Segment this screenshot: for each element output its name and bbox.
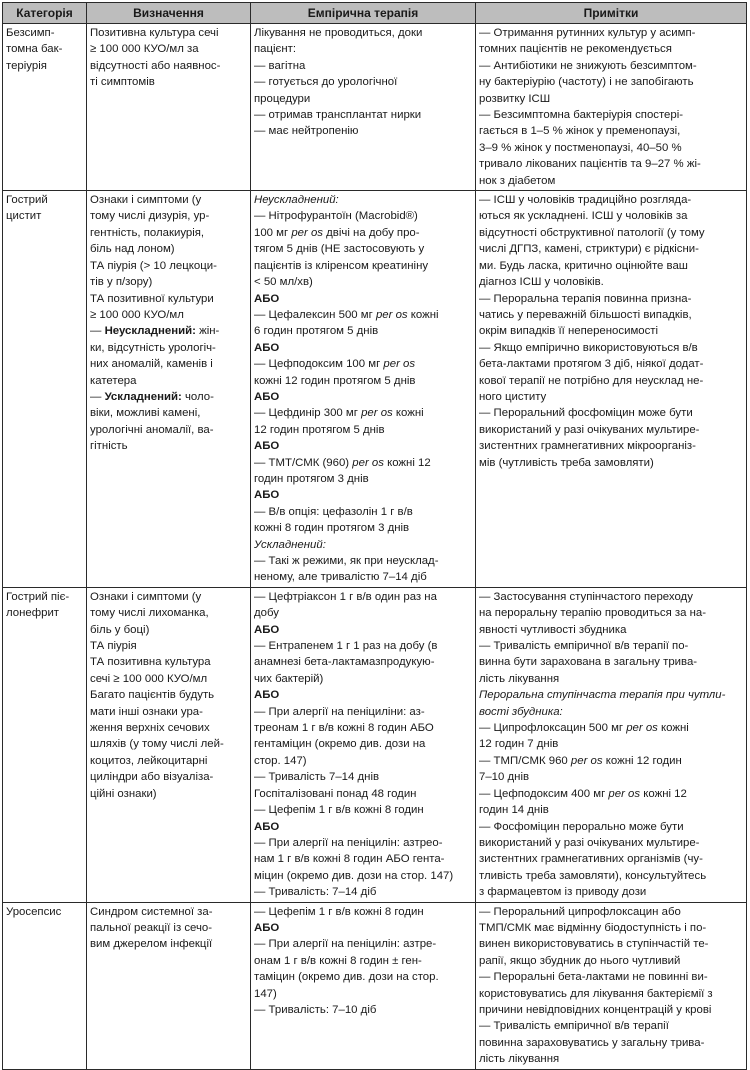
definition-cell (87, 24, 251, 191)
therapy-cell (251, 191, 476, 588)
text-line: лість лікування (479, 1053, 560, 1066)
definition-cell (87, 587, 251, 902)
text-line: повинна зараховуватись у загальну трива- (479, 1036, 705, 1049)
header-definition: Визначення (87, 3, 251, 24)
text-line: — Пероральний ципрофлоксацин або (479, 905, 681, 918)
therapy-cell (251, 24, 476, 191)
text-line: Безсимп- (6, 27, 55, 39)
text-line: томна бак- (6, 43, 63, 56)
text-line: чатись у переважній більшості випадків, (479, 308, 692, 321)
text-line: — готується до урологічної (254, 76, 398, 89)
text-line: — Ципрофлоксацин 500 мг per os кожні (479, 722, 689, 735)
text-line: гітність (90, 440, 128, 453)
table-row (3, 587, 747, 902)
text-line: нам 1 г в/в кожні 8 годин АБО гента- (254, 853, 445, 866)
category-cell (3, 191, 87, 588)
text-line: Гострий піє- (6, 590, 70, 603)
text-line: ми. Будь ласка, критично оцінюйте ваш (479, 259, 688, 272)
therapy-cell (251, 587, 476, 902)
text-line: — Ентрапенем 1 г 1 раз на добу (в (254, 640, 438, 653)
text-line: пальної реакції із сечо- (90, 921, 213, 934)
text-line: АБО (254, 623, 280, 636)
text-line: окрім випадків її непереносимості (479, 325, 659, 338)
text-line: Багато пацієнтів будуть (90, 689, 215, 702)
category-cell (3, 902, 87, 1069)
text-line: бета-лактами протягом 3 діб, ніякої додат- (479, 358, 704, 371)
text-line: — Нітрофурантоїн (Macrobid®) (254, 210, 418, 223)
table-header-row (3, 3, 747, 24)
text-line: діагноз ІСШ у чоловіків. (479, 276, 604, 289)
text-line: — При алергії на пеніцилін: азтрео- (254, 836, 443, 849)
text-line: Уросепсис (6, 905, 62, 918)
text-line: числі ДГПЗ, камені, стриктури) є рідкісни- (479, 243, 699, 256)
text-line: 147) (254, 987, 277, 1000)
text-line: — Тривалість 7–14 днів (254, 771, 380, 784)
text-line: — При алергії на пеніцилін: азтре- (254, 938, 437, 951)
notes-cell (476, 191, 747, 588)
definition-cell (87, 191, 251, 588)
text-line: — Цефепім 1 г в/в кожні 8 годин (254, 804, 424, 817)
text-line: сечі ≥ 100 000 КУО/мл (90, 672, 208, 685)
text-line: циліндри або візуаліза- (90, 771, 214, 784)
text-line: неному, але тривалістю 7–14 діб (254, 571, 427, 584)
text-line: біль у боці) (90, 623, 150, 636)
text-line: лість лікування (479, 672, 560, 685)
text-line: ки, відсутність урологіч- (90, 341, 216, 354)
text-line: ТА піурія (90, 640, 137, 653)
text-line: коцитоз, лейкоцитарні (90, 754, 208, 767)
text-line: — Пероральна терапія повинна призна- (479, 292, 692, 305)
text-line: добу (254, 607, 279, 620)
text-line: АБО (254, 341, 280, 354)
text-line: — Неускладнений: жін- (90, 325, 220, 338)
text-line: АБО (254, 489, 280, 502)
text-line: тягом 5 днів (НЕ застосовують у (254, 243, 425, 256)
text-line: винна бути зарахована в загальну трива- (479, 656, 698, 669)
text-line: 12 годин 7 днів (479, 738, 559, 751)
definition-cell (87, 902, 251, 1069)
therapy-cell (251, 902, 476, 1069)
text-line: — отримав трансплантат нирки (254, 109, 422, 122)
text-line: Ознаки і симптоми (у (90, 590, 202, 603)
text-line: годин 14 днів (479, 804, 549, 817)
text-line: вим джерелом інфекції (90, 938, 213, 951)
text-line: — Цефтріаксон 1 г в/в один раз на (254, 590, 437, 603)
text-line: АБО (254, 689, 280, 702)
text-line: гентаміцин (окремо див. дози на (254, 738, 426, 751)
text-line: 7–10 днів (479, 771, 530, 784)
text-line: пацієнтів із кліренсом креатиніну (254, 259, 429, 272)
text-line: ті симптомів (90, 76, 155, 89)
text-line: томних пацієнтів не рекомендується (479, 43, 672, 56)
text-line: Позитивна культура сечі (90, 27, 219, 39)
text-line: Ускладнений: (254, 538, 326, 551)
text-line: мати інші ознаки ура- (90, 705, 203, 718)
text-line: тому числі дизурія, ур- (90, 210, 210, 223)
text-line: — ІСШ у чоловіків традиційно розгляда- (479, 194, 692, 207)
text-line: АБО (254, 921, 280, 934)
text-line: ного циститу (479, 390, 547, 403)
text-line: ну бактеріурію (частоту) і не запобігають (479, 76, 694, 89)
text-line: — ТМП/СМК 960 per os кожні 12 годин (479, 754, 682, 767)
text-line: — Цефдинір 300 мг per os кожні (254, 407, 424, 420)
text-line: АБО (254, 390, 280, 403)
text-line: — В/в опція: цефазолін 1 г в/в (254, 505, 413, 518)
text-line: ≥ 100 000 КУО/мл (90, 308, 184, 321)
text-line: тів у п/зору) (90, 276, 153, 289)
text-line: гається в 1–5 % жінок у пременопаузі, (479, 125, 681, 138)
text-line: — Цефподоксим 100 мг per os (254, 358, 416, 371)
notes-cell (476, 587, 747, 902)
text-line: Синдром системної за- (90, 905, 213, 918)
text-line: чих бактерій) (254, 672, 324, 685)
text-line: — Фосфоміцин перорально може бути (479, 820, 684, 833)
text-line: — При алергії на пеніциліни: аз- (254, 705, 425, 718)
text-line: — Тривалість емпіричної в/в терапії (479, 1020, 669, 1033)
text-line: ційні ознаки) (90, 787, 157, 800)
text-line: — Такі ж режими, як при неусклад- (254, 555, 439, 567)
text-line: ТМП/СМК має відмінну біодоступність і по- (479, 921, 707, 934)
text-line: — Цефподоксим 400 мг per os кожні 12 (479, 787, 687, 800)
text-line: ТА позитивна культура (90, 656, 211, 669)
text-line: тливість треба замовляти), консультуйтесь (479, 869, 707, 882)
text-line: — Безсимптомна бактеріурія спостері- (479, 109, 684, 122)
text-line: теріурія (6, 59, 47, 72)
text-line: процедури (254, 92, 311, 105)
text-line: міцин (окремо див. дози на стор. 147) (254, 869, 454, 882)
text-line: тривало лікованих пацієнтів та 9–27 % жі- (479, 158, 701, 171)
text-line: АБО (254, 440, 280, 453)
category-cell (3, 587, 87, 902)
text-line: Пероральна ступінчаста терапія при чутли- (479, 689, 726, 702)
text-line: — Тривалість емпіричної в/в терапії по- (479, 640, 689, 653)
text-line: лонефрит (6, 607, 60, 620)
text-line: — Пероральні бета-лактами не повинні ви- (479, 971, 708, 984)
text-line: 12 годин протягом 5 днів (254, 423, 385, 436)
text-line: шляхів (у тому числі лей- (90, 738, 224, 751)
text-line: — Отримання рутинних культур у асимп- (479, 27, 696, 39)
text-line: на пероральну терапію проводиться за на- (479, 607, 707, 620)
table-row (3, 902, 747, 1069)
text-line: катетера (90, 374, 137, 387)
header-notes: Примітки (476, 3, 747, 24)
text-line: — Антибіотики не знижують безсимптом- (479, 59, 697, 72)
notes-cell (476, 902, 747, 1069)
text-line: треонам 1 г в/в кожні 8 годин АБО (254, 722, 434, 735)
text-line: Госпіталізовані понад 48 годин (254, 787, 417, 800)
text-line: розвитку ІСШ (479, 92, 551, 105)
text-line: 100 мг per os двічі на добу про- (254, 226, 420, 239)
text-line: — ТМТ/СМК (960) per os кожні 12 (254, 456, 431, 469)
text-line: < 50 мл/хв) (254, 276, 313, 289)
text-line: з фармацевтом із приводу дози (479, 886, 647, 899)
text-line: ТА піурія (> 10 лецкоци- (90, 259, 217, 272)
text-line: відсутності або наявнос- (90, 59, 221, 72)
text-line: Лікування не проводиться, доки (254, 27, 423, 39)
text-line: користовуватись для лікування бактеріємії з (479, 987, 713, 1000)
text-line: вості збудника: (479, 705, 563, 718)
text-line: Ознаки і симптоми (у (90, 194, 202, 207)
text-line: ються як ускладнені. ІСШ у чоловіків за (479, 210, 688, 223)
text-line: використаний у разі очікуваних мультире- (479, 836, 700, 849)
text-line: — Пероральний фосфоміцин може бути (479, 407, 693, 420)
text-line: Неускладнений: (254, 194, 339, 207)
text-line: — Цефалексин 500 мг per os кожні (254, 308, 439, 321)
text-line: онам 1 г в/в кожні 8 годин ± ген- (254, 954, 422, 967)
text-line: гентність, полакиурія, (90, 226, 205, 239)
text-line: ТА позитивної культури (90, 292, 214, 305)
text-line: Гострий (6, 194, 48, 207)
text-line: 3–9 % жінок у постменопаузі, 40–50 % (479, 141, 682, 154)
text-line: — вагітна (254, 59, 306, 72)
text-line: пацієнт: (254, 43, 297, 56)
text-line: — має нейтропенію (254, 125, 359, 138)
text-line: — Тривалість: 7–14 діб (254, 886, 377, 899)
text-line: — Цефепім 1 г в/в кожні 8 годин (254, 905, 424, 918)
text-line: годин протягом 3 днів (254, 472, 369, 485)
text-line: зистентних грамнегативних мікроорганіз- (479, 440, 696, 453)
text-line: — Застосування ступінчастого переходу (479, 590, 693, 603)
document-page (2, 2, 748, 1066)
text-line: мів (чутливість треба замовляти) (479, 456, 654, 469)
category-cell (3, 24, 87, 191)
text-line: — Тривалість: 7–10 діб (254, 1003, 377, 1016)
text-line: АБО (254, 820, 280, 833)
table-row (3, 24, 747, 191)
text-line: кожні 12 годин протягом 5 днів (254, 374, 416, 387)
table-row (3, 191, 747, 588)
header-therapy: Емпірична терапія (251, 3, 476, 24)
text-line: АБО (254, 292, 280, 305)
header-category: Категорія (3, 3, 87, 24)
text-line: явності чутливості збудника (479, 623, 627, 636)
text-line: — Ускладнений: чоло- (90, 390, 214, 403)
text-line: віки, можливі камені, (90, 407, 201, 420)
text-line: анамнезі бета-лактамазпродукую- (254, 656, 435, 669)
text-line: біль над лоном) (90, 243, 175, 256)
text-line: причини невідповідних концентрацій у крові (479, 1003, 712, 1016)
text-line: таміцин (окремо див. дози на стор. (254, 971, 439, 984)
text-line: рапії, якщо збудник до нього чутливий (479, 954, 681, 967)
text-line: кової терапії не потрібно для неусклад не- (479, 374, 704, 387)
notes-cell (476, 24, 747, 191)
uti-treatment-table (2, 2, 747, 1070)
text-line: цистит (6, 210, 42, 223)
text-line: відсутності обструктивної патології (у тому (479, 226, 705, 239)
text-line: кожні 8 годин протягом 3 днів (254, 522, 410, 535)
text-line: використаний у разі очікуваних мультире- (479, 423, 700, 436)
text-line: них аномалій, каменів і (90, 358, 213, 371)
text-line: нок з діабетом (479, 174, 556, 187)
text-line: винен використовуватись в ступінчастій те- (479, 938, 709, 951)
text-line: ження верхніх сечових (90, 722, 210, 735)
text-line: — Якщо емпірично використовуються в/в (479, 341, 698, 354)
text-line: тому числі лихоманка, (90, 607, 209, 620)
text-line: 6 годин протягом 5 днів (254, 325, 379, 338)
text-line: зистентних грамнегативних організмів (чу- (479, 853, 703, 866)
text-line: урологічні аномалії, ва- (90, 423, 214, 436)
text-line: ≥ 100 000 КУО/мл за (90, 43, 199, 56)
text-line: стор. 147) (254, 754, 307, 767)
